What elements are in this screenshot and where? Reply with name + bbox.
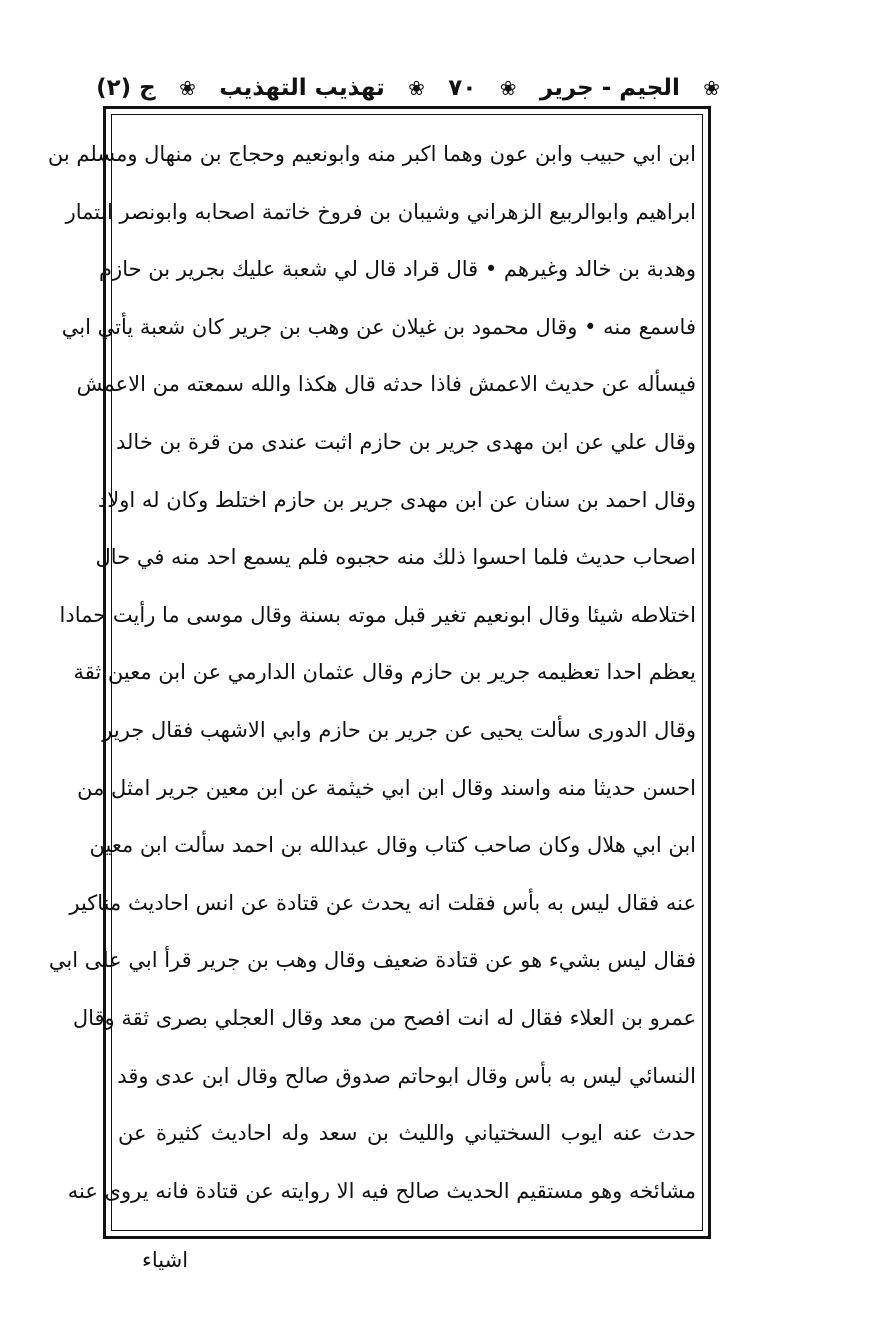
text-line: اصحاب حديث فلما احسوا ذلك منه حجبوه فلم يسمع احد منه في حال [95, 545, 696, 570]
section-title: الجيم - جرير [539, 75, 680, 101]
text-line: فاسمع منه • وقال محمود بن غيلان عن وهب بن جرير كان شعبة يأتي ابي [61, 314, 696, 339]
text-line: فقال ليس بشيء هو عن قتادة ضعيف وقال وهب بن جرير قرأ ابي على ابي [48, 948, 696, 973]
text-line: وهدبة بن خالد وغيرهم • قال قراد قال لي شعبة عليك بجرير بن حازم [99, 257, 696, 282]
text-line: ابراهيم وابوالربيع الزهراني وشيبان بن فروخ خاتمة اصحابه وابونصر التمار [65, 199, 696, 224]
ornament-icon: ❀ [703, 76, 720, 100]
text-line: اختلاطه شيئا وقال ابونعيم تغير قبل موته بسنة وقال موسى ما رأيت حمادا [59, 602, 696, 627]
text-line: ابن ابي حبيب وابن عون وهما اكبر منه وابونعيم وحجاج بن منهال ومسلم بن [47, 142, 696, 166]
running-header [96, 68, 720, 108]
text-line: عمرو بن العلاء فقال له انت افصح من معد وقال العجلي بصرى ثقة وقال [72, 1005, 696, 1030]
text-line: عنه فقال ليس به بأس فقلت انه يحدث عن قتادة عن انس احاديث مناكير [69, 890, 696, 915]
text-line: فيسأله عن حديث الاعمش فاذا حدثه قال هكذا والله سمعته من الاعمش [76, 372, 696, 397]
ornament-icon: ❀ [408, 76, 425, 100]
text-line: وقال الدورى سألت يحيى عن جرير بن حازم وابي الاشهب فقال جرير [102, 717, 696, 742]
text-line: وقال علي عن ابن مهدى جرير بن حازم اثبت عندى من قرة بن خالد [116, 429, 696, 454]
catchword: اشياء [142, 1248, 189, 1272]
book-title: تهذيب التهذيب [219, 75, 385, 101]
text-line: احسن حديثا منه واسند وقال ابن ابي خيثمة عن ابن معين جرير امثل من [77, 775, 696, 800]
volume-label: ج (٢) [96, 75, 156, 101]
text-line: ابن ابي هلال وكان صاحب كتاب وقال عبدالله بن احمد سألت ابن معين [89, 833, 696, 858]
page-number: ٧٠ [448, 75, 477, 101]
text-body [47, 126, 696, 1220]
text-line: النسائي ليس به بأس وقال ابوحاتم صدوق صالح وقال ابن عدى وقد [117, 1063, 696, 1088]
text-line: حدث عنه ايوب السختياني والليث بن سعد وله احاديث كثيرة عن [118, 1121, 696, 1146]
text-line: وقال احمد بن سنان عن ابن مهدى جرير بن حازم اختلط وكان له اولاد [97, 487, 696, 512]
text-line: يعظم احدا تعظيمه جرير بن حازم وقال عثمان الدارمي عن ابن معين ثقة [73, 660, 696, 685]
ornament-icon: ❀ [179, 76, 196, 100]
text-line: مشائخه وهو مستقيم الحديث صالح فيه الا روايته عن قتادة فانه يروى عنه [67, 1178, 696, 1203]
ornament-icon: ❀ [499, 76, 517, 100]
